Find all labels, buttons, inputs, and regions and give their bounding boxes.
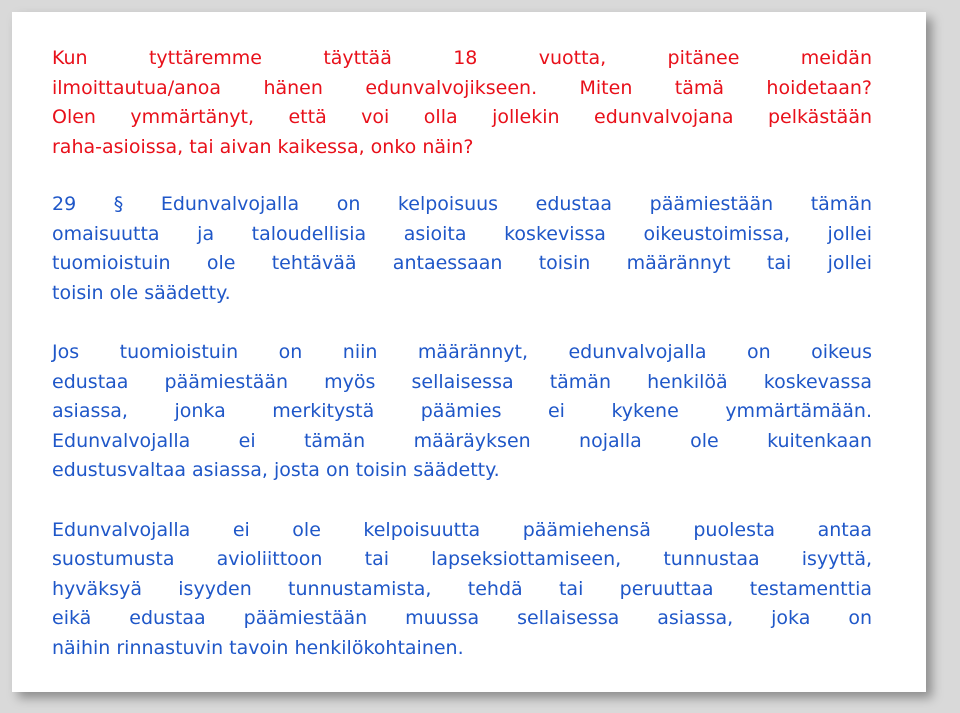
question-paragraph [52, 44, 872, 162]
section-29-paragraph [52, 190, 872, 308]
slide-content [52, 44, 872, 663]
court-order-line: edustaa päämiestään myös sellaisessa tämän henkilöä koskevassa [52, 370, 872, 393]
no-competence-line: suostumusta avioliittoon tai lapseksiottamiseen, tunnustaa isyyttä, [52, 548, 872, 570]
section-29-line: 29 § Edunvalvojalla on kelpoisuus edustaa päämiestään tämän [52, 193, 872, 215]
question-line: Olen ymmärtänyt, että voi olla jollekin edunvalvojana pelkästään [52, 106, 872, 128]
question-line: ilmoittautua/anoa hänen edunvalvojikseen. Miten tämä hoidetaan? [52, 76, 872, 99]
court-order-line: Edunvalvojalla ei tämän määräyksen nojalla ole kuitenkaan [52, 429, 872, 452]
no-competence-line: Edunvalvojalla ei ole kelpoisuutta päämiehensä puolesta antaa [52, 518, 872, 541]
no-competence-line: eikä edustaa päämiestään muussa sellaisessa asiassa, joka on [52, 607, 872, 629]
section-29-line: omaisuutta ja taloudellisia asioita koskevissa oikeustoimissa, jollei [52, 222, 872, 245]
no-competence-paragraph [52, 516, 872, 664]
no-competence-line: näihin rinnastuvin tavoin henkilökohtainen. [52, 636, 464, 659]
section-29-line: toisin ole säädetty. [52, 281, 231, 304]
court-order-paragraph [52, 338, 872, 486]
slide [12, 12, 926, 692]
question-line: raha-asioissa, tai aivan kaikessa, onko näin? [52, 135, 474, 158]
court-order-line: Jos tuomioistuin on niin määrännyt, edunvalvojalla on oikeus [52, 341, 872, 363]
court-order-line: asiassa, jonka merkitystä päämies ei kykene ymmärtämään. [52, 400, 872, 422]
no-competence-line: hyväksyä isyyden tunnustamista, tehdä tai peruuttaa testamenttia [52, 577, 872, 600]
court-order-line: edustusvaltaa asiassa, josta on toisin säädetty. [52, 459, 500, 481]
question-line: Kun tyttäremme täyttää 18 vuotta, pitänee meidän [52, 47, 872, 69]
section-29-line: tuomioistuin ole tehtävää antaessaan toisin määrännyt tai jollei [52, 252, 872, 274]
